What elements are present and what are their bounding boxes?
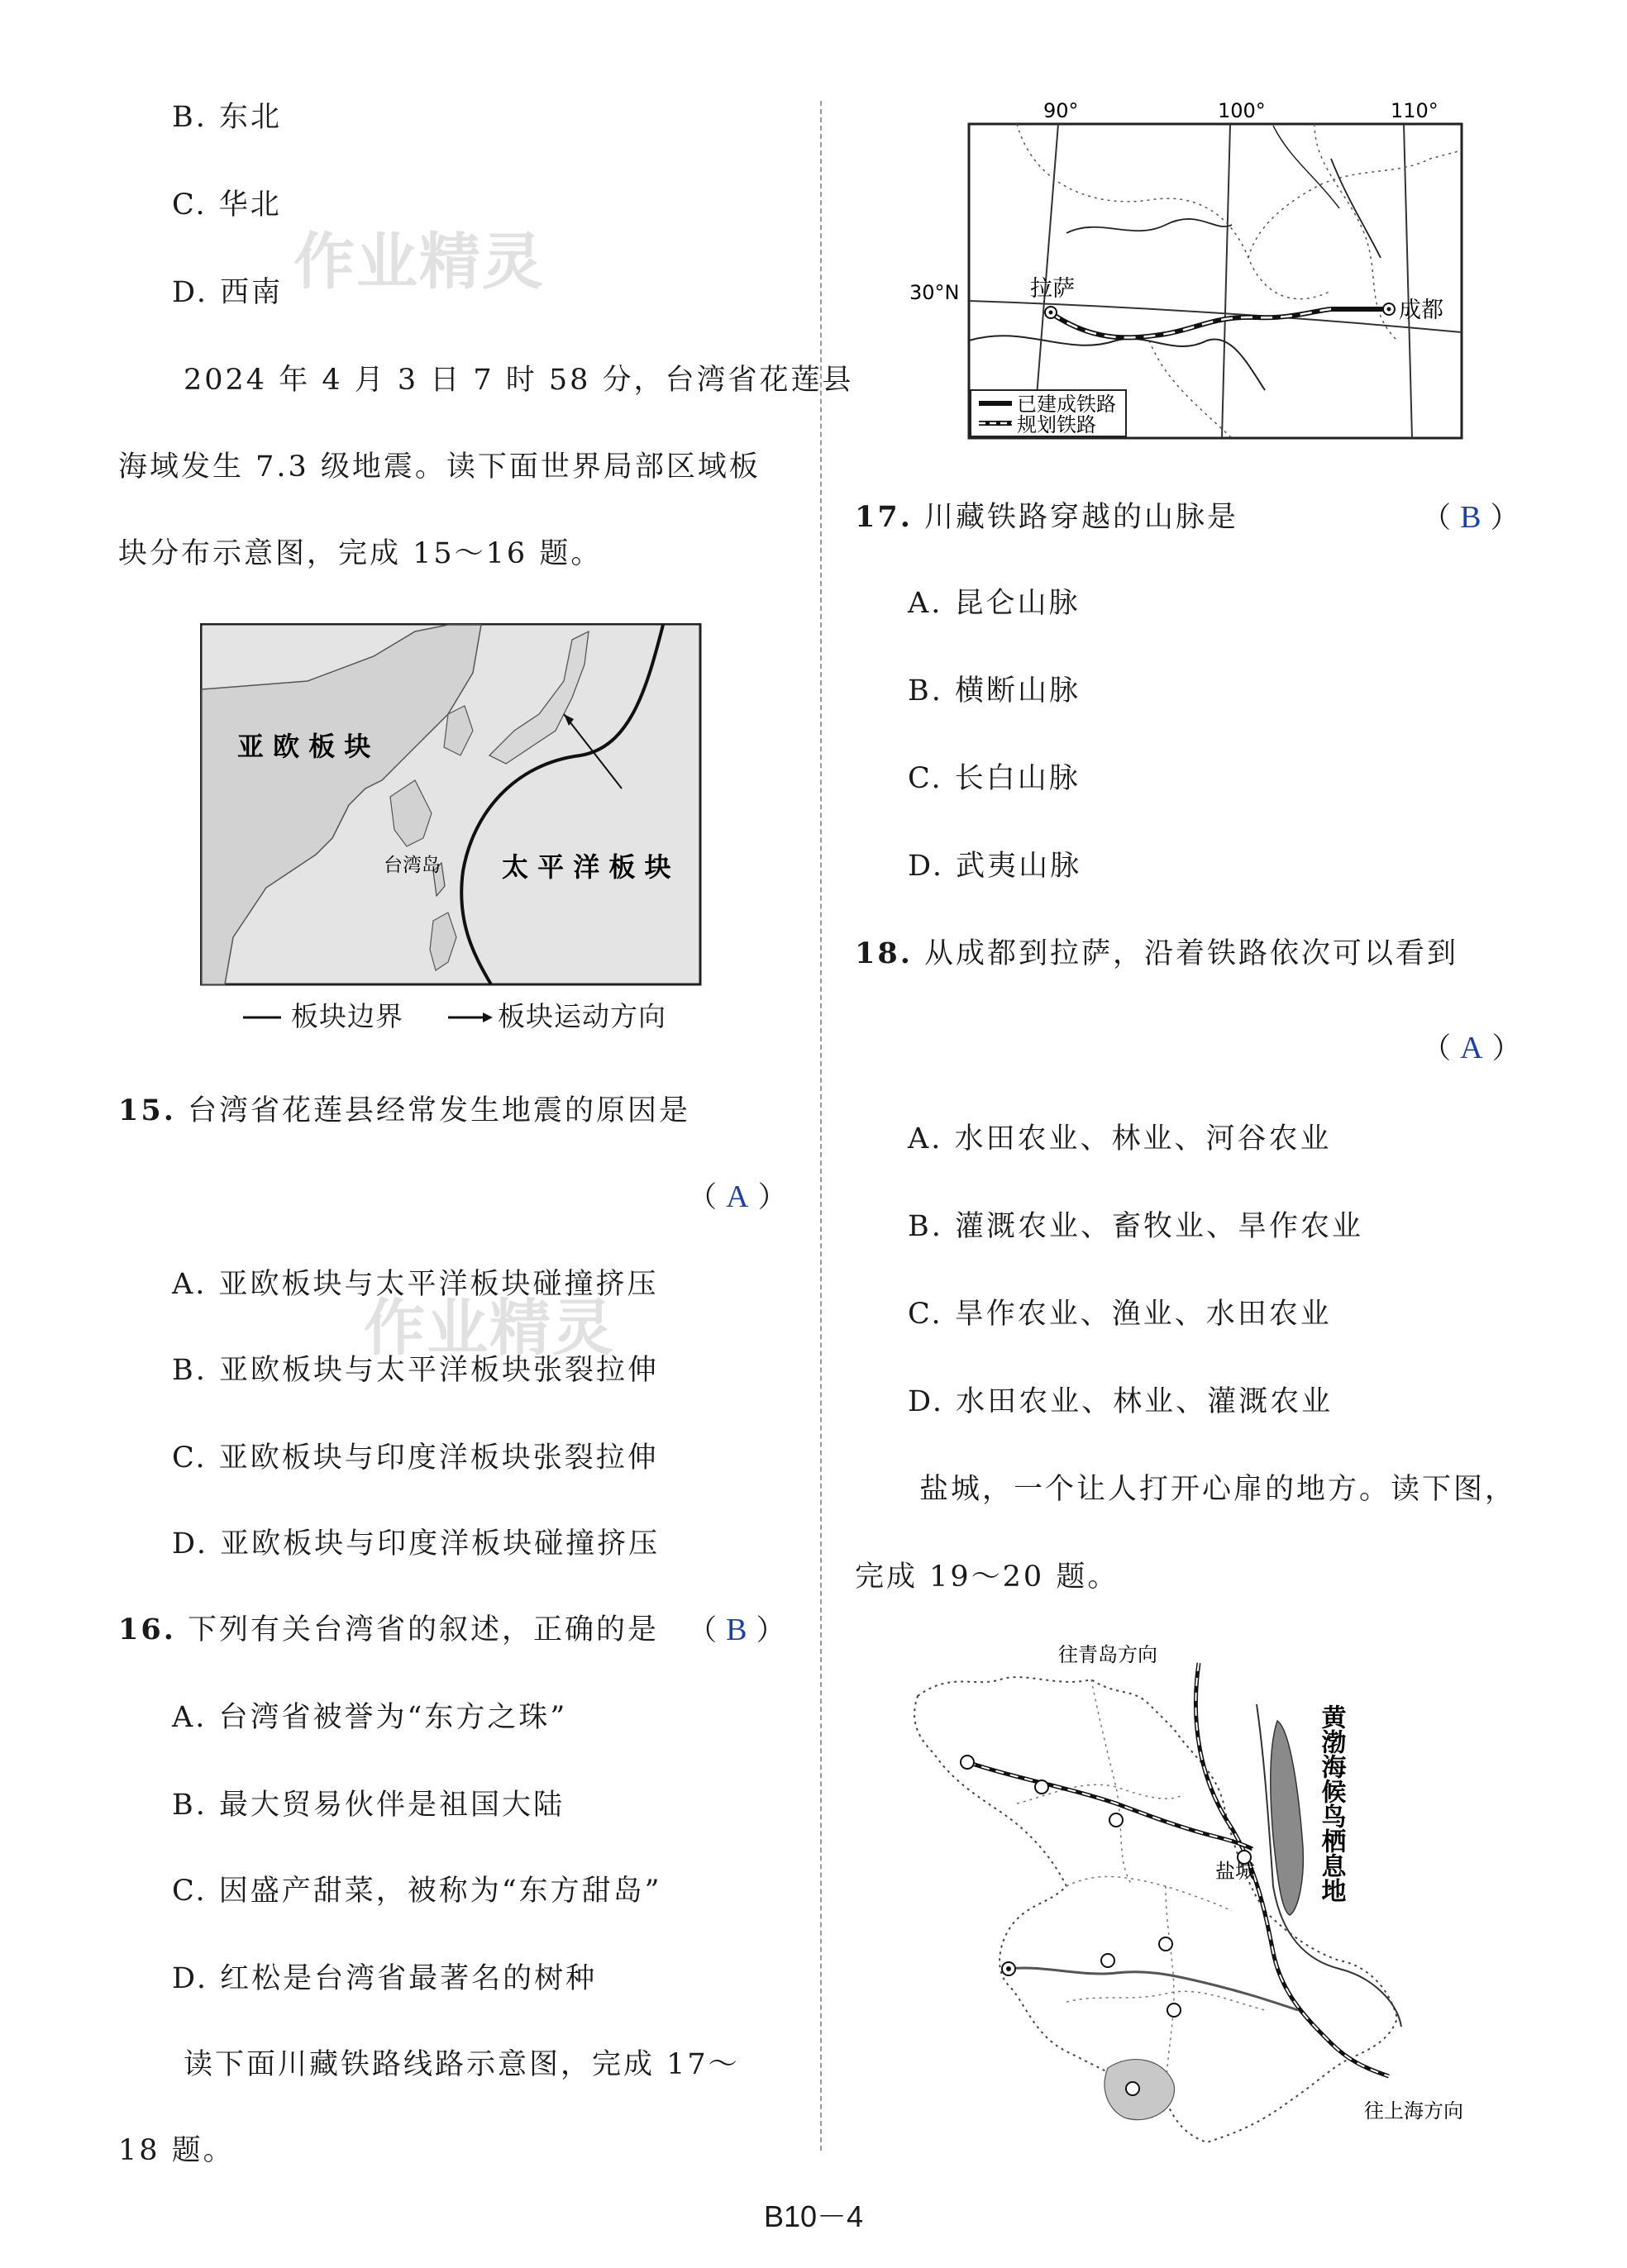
railway-map [901,93,1472,448]
question-18-answer-box: （ A ） [1422,1031,1521,1065]
watermark: 作业精灵 [293,226,545,298]
question-18-option-c: C. 旱作农业、渔业、水田农业 [908,1298,1332,1331]
question-15-text: 台湾省花莲县经常发生地震的原因是 [188,1094,691,1127]
question-16-option-d: D. 红松是台湾省最著名的树种 [172,1962,598,1995]
label-lat-30n: 30°N [909,281,960,304]
question-15-answer-box: （ A ） [688,1179,787,1214]
watermark: 作业精灵 [364,1293,615,1364]
yancheng-map [901,1638,1480,2151]
label-lon-100: 100° [1218,99,1266,122]
question-17-option-d: D. 武夷山脉 [908,850,1082,883]
intro-15-16-line1: 2024 年 4 月 3 日 7 时 58 分，台湾省花莲县 [184,364,854,397]
label-eurasian-plate: 亚 欧 板 块 [237,731,371,762]
question-15-option-d: D. 亚欧板块与印度洋板块碰撞挤压 [172,1527,661,1560]
plate-map [200,623,703,987]
legend-built-railway: 已建成铁路 [1017,393,1116,416]
option-b-prev: B. 东北 [172,101,282,134]
legend-plate-motion: 板块运动方向 [498,1000,666,1032]
question-17-number: 17. [855,500,913,534]
question-17-answer-box: （ B ） [1422,500,1520,535]
question-18-option-b: B. 灌溉农业、畜牧业、旱作农业 [908,1210,1363,1243]
question-18-stem [855,936,1458,972]
question-16-option-a: A. 台湾省被誉为“东方之珠” [172,1701,568,1734]
question-15-option-b: B. 亚欧板块与太平洋板块张裂拉伸 [172,1354,659,1387]
question-18-answer: A [1460,1031,1483,1065]
question-16-answer-box: （ B ） [688,1613,785,1647]
intro-17-18-line1: 读下面川藏铁路线路示意图，完成 17～ [184,2048,740,2081]
question-17-text: 川藏铁路穿越的山脉是 [924,501,1239,534]
label-yancheng: 盐城 [1215,1860,1255,1883]
question-15-option-c: C. 亚欧板块与印度洋板块张裂拉伸 [172,1441,659,1475]
question-18-option-d: D. 水田农业、林业、灌溉农业 [908,1385,1334,1418]
question-15-stem [118,1093,690,1129]
question-16-stem [118,1612,659,1648]
label-taiwan-island: 台湾岛 [384,855,441,876]
label-lon-90: 90° [1043,99,1079,122]
intro-15-16-line3: 块分布示意图，完成 15～16 题。 [118,537,603,570]
question-18-number: 18. [855,936,913,970]
question-17-option-a: A. 昆仑山脉 [908,587,1081,620]
question-17-answer: B [1460,500,1481,535]
motion-legend-arrow [446,1005,494,1030]
intro-15-16-line2: 海域发生 7.3 级地震。读下面世界局部区域板 [118,450,761,484]
label-bird-habitat: 黄渤海候鸟栖息地 [1316,1704,1346,1903]
question-18-option-a: A. 水田农业、林业、河谷农业 [908,1122,1332,1155]
intro-19-20-line1: 盐城，一个让人打开心扉的地方。读下图， [919,1473,1517,1506]
question-16-number: 16. [118,1613,176,1646]
boundary-legend-line [241,1005,283,1030]
question-16-option-b: B. 最大贸易伙伴是祖国大陆 [172,1789,565,1822]
label-to-qingdao: 往青岛方向 [1058,1643,1157,1666]
option-d-prev: D. 西南 [172,276,284,309]
label-to-shanghai: 往上海方向 [1364,2099,1463,2123]
question-16-option-c: C. 因盛产甜菜，被称为“东方甜岛” [172,1875,662,1908]
question-16-text: 下列有关台湾省的叙述，正确的是 [188,1613,660,1646]
intro-17-18-line2: 18 题。 [118,2134,235,2167]
question-17-stem [855,499,1238,536]
column-divider [820,101,822,2151]
question-18-text: 从成都到拉萨，沿着铁路依次可以看到 [924,937,1459,970]
question-15-option-a: A. 亚欧板块与太平洋板块碰撞挤压 [172,1268,659,1301]
question-17-option-c: C. 长白山脉 [908,762,1081,795]
label-pacific-plate: 太 平 洋 板 块 [502,851,671,883]
page-number: B10－4 [763,2199,864,2233]
question-15-answer: A [726,1179,749,1214]
legend-planned-railway: 规划铁路 [1017,413,1096,436]
intro-19-20-line2: 完成 19～20 题。 [855,1560,1119,1594]
label-lon-110: 110° [1391,99,1439,122]
option-c-prev: C. 华北 [172,188,282,222]
label-lhasa: 拉萨 [1030,276,1075,302]
question-17-option-b: B. 横断山脉 [908,674,1081,708]
label-chengdu: 成都 [1399,298,1443,323]
question-15-number: 15. [118,1094,176,1127]
legend-plate-boundary: 板块边界 [291,1000,403,1032]
question-16-answer: B [726,1613,747,1647]
